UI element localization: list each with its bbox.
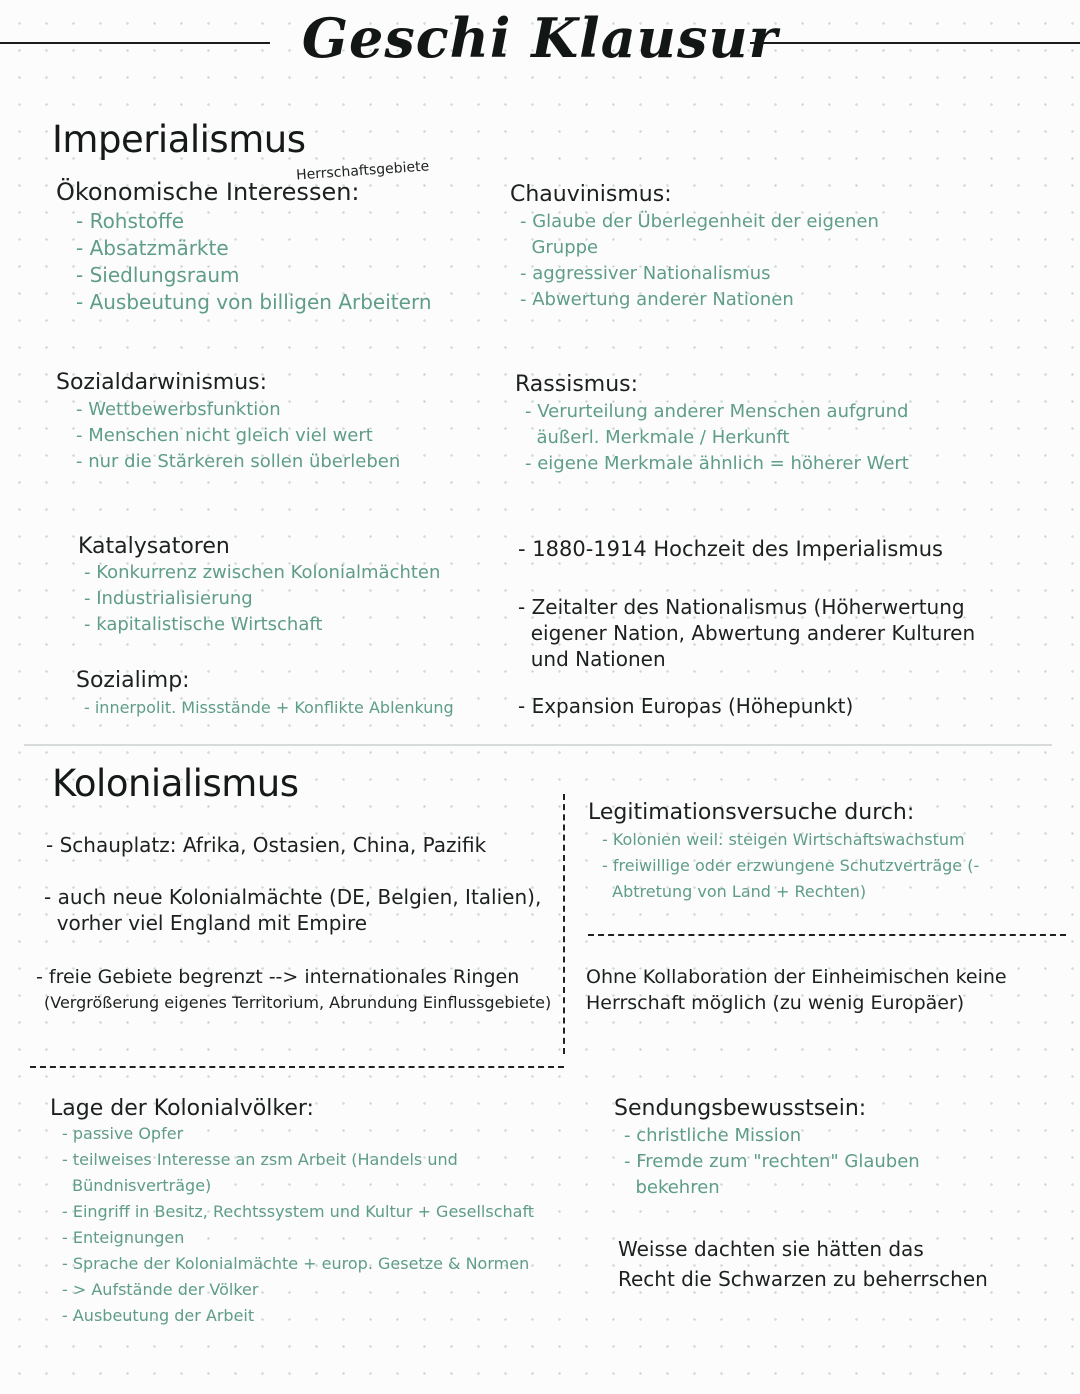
list-item: - teilweises Interesse an zsm Arbeit (Handels und [62,1150,458,1169]
list-item: - Ausbeutung von billigen Arbeitern [76,290,432,314]
note-line: - freie Gebiete begrenzt --> internationales Ringen [36,966,520,988]
sozialimp-block [76,668,454,721]
chauvinismus-list [520,209,879,313]
note-line: (Vergrößerung eigenes Territorium, Abrundung Einflussgebiete) [44,993,552,1012]
oekonomische-interessen-heading: Ökonomische Interessen: [56,178,360,206]
nationalismus-note [518,594,975,672]
sozialdarwinismus-heading: Sozialdarwinismus: [56,370,268,395]
note-line: Recht die Schwarzen zu beherrschen [618,1267,988,1291]
sozialdarwinismus-list [76,397,400,475]
list-item: - Industrialisierung [84,588,253,609]
note-line: - Zeitalter des Nationalismus (Höherwertung [518,595,965,619]
list-item: - Absatzmärkte [76,236,229,260]
list-item: - Sprache der Kolonialmächte + europ. Gesetze & Normen [62,1254,530,1273]
note-line: vorher viel England mit Empire [44,911,368,935]
lage-list [62,1121,534,1329]
legitimation-heading: Legitimationsversuche durch: [588,800,915,825]
list-item: - christliche Mission [624,1125,802,1146]
list-item: - Wettbewerbsfunktion [76,399,281,420]
section-divider [24,744,1052,746]
list-item: - kapitalistische Wirtschaft [84,614,323,635]
sozialimp-heading: Sozialimp: [76,668,190,693]
katalysatoren-heading: Katalysatoren [78,534,230,559]
list-item: bekehren [624,1177,720,1198]
note-expansion: - Expansion Europas (Höhepunkt) [518,694,854,718]
chauvinismus-heading: Chauvinismus: [510,182,672,207]
list-item: - Verurteilung anderer Menschen aufgrund [525,401,909,422]
section-heading-imperialismus: Imperialismus [52,118,306,161]
column-separator [563,794,565,1054]
list-item: - Fremde zum "rechten" Glauben [624,1151,920,1172]
list-item: - freiwillige oder erzwungene Schutzverträge (- [602,856,980,875]
rassismus-block [515,372,909,477]
list-item: - Ausbeutung der Arbeit [62,1306,255,1325]
imperialismus-right-notes [518,535,975,721]
rassismus-list [525,399,909,477]
legitimation-block [588,800,979,905]
list-item: äußerl. Merkmale / Herkunft [525,427,790,448]
page-title: Geschi Klausur [301,6,779,70]
oekonomische-interessen-block [56,178,432,316]
list-item: - innerpolit. Missstände + Konflikte Ablenkung [84,698,454,717]
note-line: und Nationen [518,647,666,671]
kollaboration-note [586,964,1007,1016]
list-item: - Rohstoffe [76,209,185,233]
katalysatoren-block [78,534,440,638]
oekonomische-interessen-list [76,208,432,316]
katalysatoren-list [84,560,440,638]
note-line: Ohne Kollaboration der Einheimischen keine [586,966,1007,988]
list-item: - passive Opfer [62,1124,184,1143]
herrschaftsgebiete-note: Herrschaftsgebiete [295,158,430,184]
list-item: - Abwertung anderer Nationen [520,289,794,310]
note-line: Herrschaft möglich (zu wenig Europäer) [586,992,965,1014]
list-item: Gruppe [520,237,599,258]
rassismus-heading: Rassismus: [515,372,639,397]
lage-heading: Lage der Kolonialvölker: [50,1096,314,1121]
sendung-block [614,1096,920,1201]
sozialimp-list [84,695,454,721]
weisse-note [618,1234,988,1294]
section-heading-kolonialismus: Kolonialismus [52,762,299,805]
list-item: Abtretung von Land + Rechten) [602,882,867,901]
list-item: - Menschen nicht gleich viel wert [76,425,373,446]
list-item: - Glaube der Überlegenheit der eigenen [520,211,879,232]
kolonialmaechte-note [44,884,541,936]
lage-block [50,1096,534,1329]
list-item: Bündnisverträge) [62,1176,212,1195]
sendung-list [624,1123,920,1201]
lower-separator [30,1066,564,1068]
list-item: - Konkurrenz zwischen Kolonialmächten [84,562,441,583]
list-item: - eigene Merkmale ähnlich = höherer Wert [525,453,909,474]
list-item: - aggressiver Nationalismus [520,263,771,284]
chauvinismus-block [510,182,879,313]
sozialdarwinismus-block [56,370,400,475]
sendung-heading: Sendungsbewusstsein: [614,1096,867,1121]
legitimation-separator [588,934,1066,936]
gebiete-note [36,964,551,1016]
note-line: Weisse dachten sie hätten das [618,1237,924,1261]
list-item: - Siedlungsraum [76,263,240,287]
list-item: - Kolonien weil: steigen Wirtschaftswachstum [602,830,965,849]
note-line: eigener Nation, Abwertung anderer Kulturen [518,621,976,645]
schauplatz-note: - Schauplatz: Afrika, Ostasien, China, Pazifik [46,833,487,857]
list-item: - Enteignungen [62,1228,185,1247]
note-hochzeit: - 1880-1914 Hochzeit des Imperialismus [518,537,943,561]
note-line: - auch neue Kolonialmächte (DE, Belgien, Italien), [44,885,542,909]
list-item: - nur die Stärkeren sollen überleben [76,451,401,472]
list-item: - > Aufstände der Völker [62,1280,259,1299]
list-item: - Eingriff in Besitz, Rechtssystem und Kultur + Gesellschaft [62,1202,535,1221]
legitimation-list [602,827,979,905]
